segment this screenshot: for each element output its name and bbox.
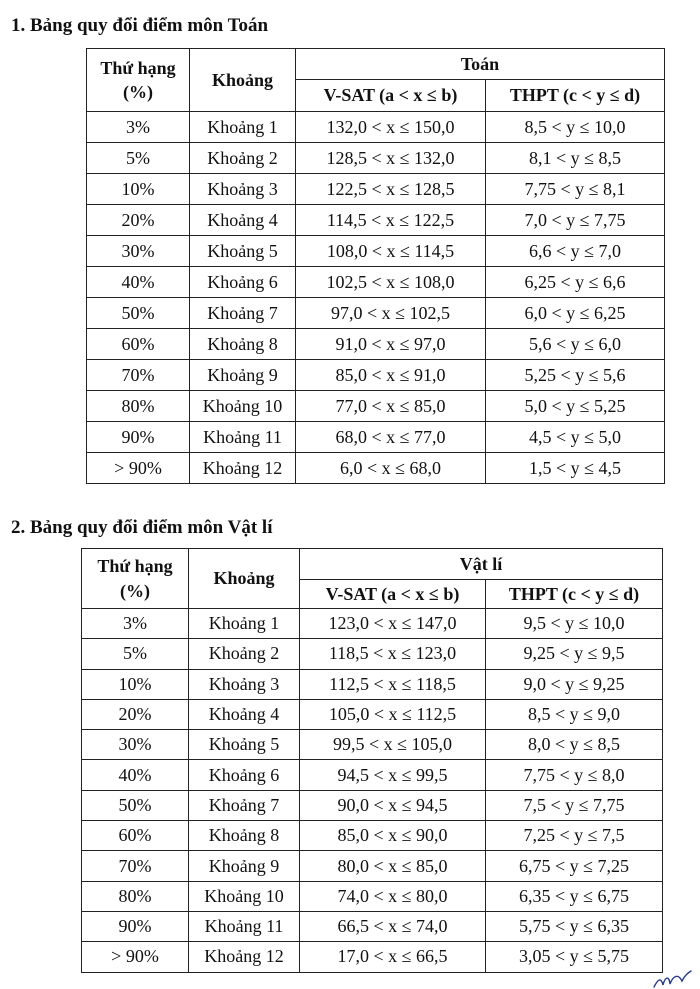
table-row xyxy=(82,851,663,881)
range-cell: Khoảng 7 xyxy=(190,298,296,329)
vsat-cell: 94,5 < x ≤ 99,5 xyxy=(300,760,486,790)
table-row xyxy=(82,760,663,790)
thpt-cell: 7,5 < y ≤ 7,75 xyxy=(486,790,663,820)
range-cell: Khoảng 5 xyxy=(189,730,300,760)
thpt-cell: 7,0 < y ≤ 7,75 xyxy=(486,205,665,236)
thpt-cell: 6,25 < y ≤ 6,6 xyxy=(486,267,665,298)
range-cell: Khoảng 6 xyxy=(189,760,300,790)
range-cell: Khoảng 2 xyxy=(189,639,300,669)
table-row xyxy=(87,329,665,360)
header-thpt: THPT (c < y ≤ d) xyxy=(486,580,663,609)
vsat-cell: 123,0 < x ≤ 147,0 xyxy=(300,609,486,639)
section-title-physics: 2. Bảng quy đổi điểm môn Vật lí xyxy=(11,517,273,538)
rank-cell: 20% xyxy=(82,699,189,729)
section-title-math: 1. Bảng quy đổi điểm môn Toán xyxy=(11,15,269,36)
table-row xyxy=(82,821,663,851)
table-row xyxy=(87,360,665,391)
table-row xyxy=(82,730,663,760)
range-cell: Khoảng 8 xyxy=(190,329,296,360)
rank-cell: 50% xyxy=(87,298,190,329)
range-cell: Khoảng 5 xyxy=(190,236,296,267)
vsat-cell: 6,0 < x ≤ 68,0 xyxy=(296,453,486,484)
table-row xyxy=(87,453,665,484)
range-cell: Khoảng 4 xyxy=(189,699,300,729)
range-cell: Khoảng 12 xyxy=(189,942,300,972)
thpt-cell: 5,75 < y ≤ 6,35 xyxy=(486,911,663,941)
rank-cell: 90% xyxy=(87,422,190,453)
table-row xyxy=(82,881,663,911)
vsat-cell: 68,0 < x ≤ 77,0 xyxy=(296,422,486,453)
table-row xyxy=(82,942,663,972)
header-range: Khoảng xyxy=(190,49,296,112)
vsat-cell: 99,5 < x ≤ 105,0 xyxy=(300,730,486,760)
range-cell: Khoảng 12 xyxy=(190,453,296,484)
vsat-cell: 74,0 < x ≤ 80,0 xyxy=(300,881,486,911)
thpt-cell: 3,05 < y ≤ 5,75 xyxy=(486,942,663,972)
range-cell: Khoảng 2 xyxy=(190,143,296,174)
vsat-cell: 105,0 < x ≤ 112,5 xyxy=(300,699,486,729)
table-row xyxy=(82,699,663,729)
thpt-cell: 9,0 < y ≤ 9,25 xyxy=(486,669,663,699)
thpt-cell: 7,75 < y ≤ 8,0 xyxy=(486,760,663,790)
header-vsat: V-SAT (a < x ≤ b) xyxy=(300,580,486,609)
range-cell: Khoảng 10 xyxy=(190,391,296,422)
range-cell: Khoảng 9 xyxy=(189,851,300,881)
header-rank: Thứ hạng (%) xyxy=(82,549,189,609)
thpt-cell: 8,0 < y ≤ 8,5 xyxy=(486,730,663,760)
range-cell: Khoảng 10 xyxy=(189,881,300,911)
rank-cell: 60% xyxy=(82,821,189,851)
signature-mark xyxy=(652,967,692,989)
range-cell: Khoảng 9 xyxy=(190,360,296,391)
rank-cell: 10% xyxy=(87,174,190,205)
range-cell: Khoảng 7 xyxy=(189,790,300,820)
vsat-cell: 132,0 < x ≤ 150,0 xyxy=(296,112,486,143)
rank-cell: 80% xyxy=(82,881,189,911)
rank-cell: 30% xyxy=(82,730,189,760)
range-cell: Khoảng 1 xyxy=(190,112,296,143)
header-range: Khoảng xyxy=(189,549,300,609)
rank-cell: 10% xyxy=(82,669,189,699)
table-row xyxy=(87,205,665,236)
thpt-cell: 1,5 < y ≤ 4,5 xyxy=(486,453,665,484)
vsat-cell: 85,0 < x ≤ 91,0 xyxy=(296,360,486,391)
thpt-cell: 4,5 < y ≤ 5,0 xyxy=(486,422,665,453)
thpt-cell: 9,25 < y ≤ 9,5 xyxy=(486,639,663,669)
rank-cell: 80% xyxy=(87,391,190,422)
range-cell: Khoảng 4 xyxy=(190,205,296,236)
math-conversion-table xyxy=(86,48,665,484)
range-cell: Khoảng 1 xyxy=(189,609,300,639)
thpt-cell: 8,1 < y ≤ 8,5 xyxy=(486,143,665,174)
vsat-cell: 91,0 < x ≤ 97,0 xyxy=(296,329,486,360)
table-row xyxy=(82,790,663,820)
table-row xyxy=(82,639,663,669)
table-row xyxy=(87,112,665,143)
header-subject: Toán xyxy=(296,49,665,80)
table-row xyxy=(87,298,665,329)
rank-cell: 70% xyxy=(87,360,190,391)
rank-cell: 3% xyxy=(87,112,190,143)
thpt-cell: 6,6 < y ≤ 7,0 xyxy=(486,236,665,267)
thpt-cell: 9,5 < y ≤ 10,0 xyxy=(486,609,663,639)
table-row xyxy=(82,911,663,941)
vsat-cell: 90,0 < x ≤ 94,5 xyxy=(300,790,486,820)
header-vsat: V-SAT (a < x ≤ b) xyxy=(296,80,486,112)
range-cell: Khoảng 11 xyxy=(190,422,296,453)
thpt-cell: 5,25 < y ≤ 5,6 xyxy=(486,360,665,391)
vsat-cell: 85,0 < x ≤ 90,0 xyxy=(300,821,486,851)
thpt-cell: 6,35 < y ≤ 6,75 xyxy=(486,881,663,911)
vsat-cell: 112,5 < x ≤ 118,5 xyxy=(300,669,486,699)
thpt-cell: 8,5 < y ≤ 9,0 xyxy=(486,699,663,729)
vsat-cell: 80,0 < x ≤ 85,0 xyxy=(300,851,486,881)
vsat-cell: 17,0 < x ≤ 66,5 xyxy=(300,942,486,972)
vsat-cell: 102,5 < x ≤ 108,0 xyxy=(296,267,486,298)
header-subject: Vật lí xyxy=(300,549,663,580)
range-cell: Khoảng 3 xyxy=(189,669,300,699)
thpt-cell: 7,25 < y ≤ 7,5 xyxy=(486,821,663,851)
rank-cell: 3% xyxy=(82,609,189,639)
rank-cell: 60% xyxy=(87,329,190,360)
vsat-cell: 97,0 < x ≤ 102,5 xyxy=(296,298,486,329)
thpt-cell: 7,75 < y ≤ 8,1 xyxy=(486,174,665,205)
thpt-cell: 6,0 < y ≤ 6,25 xyxy=(486,298,665,329)
thpt-cell: 6,75 < y ≤ 7,25 xyxy=(486,851,663,881)
thpt-cell: 8,5 < y ≤ 10,0 xyxy=(486,112,665,143)
header-rank: Thứ hạng (%) xyxy=(87,49,190,112)
rank-cell: 30% xyxy=(87,236,190,267)
thpt-cell: 5,6 < y ≤ 6,0 xyxy=(486,329,665,360)
rank-cell: 5% xyxy=(82,639,189,669)
table-row xyxy=(82,609,663,639)
vsat-cell: 66,5 < x ≤ 74,0 xyxy=(300,911,486,941)
thpt-cell: 5,0 < y ≤ 5,25 xyxy=(486,391,665,422)
table-row xyxy=(87,143,665,174)
table-row xyxy=(82,669,663,699)
vsat-cell: 77,0 < x ≤ 85,0 xyxy=(296,391,486,422)
table-row xyxy=(87,267,665,298)
rank-cell: 70% xyxy=(82,851,189,881)
rank-cell: 40% xyxy=(82,760,189,790)
vsat-cell: 128,5 < x ≤ 132,0 xyxy=(296,143,486,174)
vsat-cell: 108,0 < x ≤ 114,5 xyxy=(296,236,486,267)
range-cell: Khoảng 6 xyxy=(190,267,296,298)
rank-cell: > 90% xyxy=(87,453,190,484)
physics-conversion-table xyxy=(81,548,663,973)
table-row xyxy=(87,174,665,205)
vsat-cell: 114,5 < x ≤ 122,5 xyxy=(296,205,486,236)
range-cell: Khoảng 3 xyxy=(190,174,296,205)
rank-cell: 20% xyxy=(87,205,190,236)
vsat-cell: 122,5 < x ≤ 128,5 xyxy=(296,174,486,205)
vsat-cell: 118,5 < x ≤ 123,0 xyxy=(300,639,486,669)
rank-cell: 5% xyxy=(87,143,190,174)
header-thpt: THPT (c < y ≤ d) xyxy=(486,80,665,112)
table-row xyxy=(87,391,665,422)
rank-cell: 50% xyxy=(82,790,189,820)
range-cell: Khoảng 11 xyxy=(189,911,300,941)
rank-cell: > 90% xyxy=(82,942,189,972)
table-row xyxy=(87,236,665,267)
rank-cell: 90% xyxy=(82,911,189,941)
rank-cell: 40% xyxy=(87,267,190,298)
range-cell: Khoảng 8 xyxy=(189,821,300,851)
table-row xyxy=(87,422,665,453)
